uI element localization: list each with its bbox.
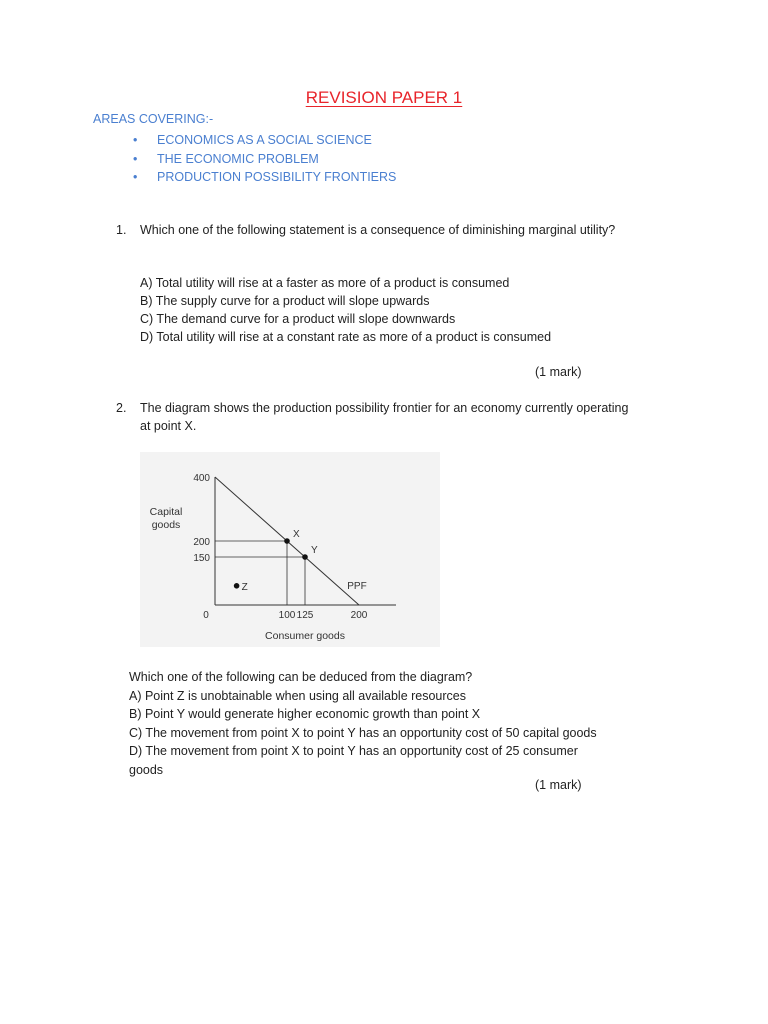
option-d: D) Total utility will rise at a constant rate as more of a product is consumed: [140, 330, 552, 344]
point-label-z: Z: [241, 581, 248, 593]
y-axis-label-line2: goods: [151, 519, 181, 531]
area-item-label: ECONOMICS AS A SOCIAL SCIENCE: [157, 133, 372, 147]
option-c: C) The movement from point X to point Y has an opportunity cost of 50 capital goods: [129, 725, 597, 740]
point-y: [302, 554, 308, 560]
question-text: The diagram shows the production possibility frontier for an economy currently operating at point X.: [140, 401, 629, 433]
areas-label: AREAS COVERING:-: [93, 112, 214, 126]
question-number: 1.: [116, 223, 127, 237]
page-title: REVISION PAPER 1: [305, 88, 463, 107]
origin-tick-label: 0: [203, 610, 209, 621]
y-tick-label: 400: [193, 473, 210, 484]
question-text: Which one of the following statement is a consequence of diminishing marginal utility?: [140, 223, 616, 237]
list-item: [133, 150, 396, 169]
option-c: C) The demand curve for a product will slope downwards: [140, 312, 456, 326]
bullet-icon: •: [133, 151, 138, 166]
option-b: B) Point Y would generate higher economic growth than point X: [129, 707, 481, 721]
option-a: A) Total utility will rise at a faster as more of a product is consumed: [140, 276, 510, 290]
areas-list: [133, 131, 396, 187]
q1-mark: (1 mark): [535, 365, 582, 379]
question-prompt: Which one of the following can be deduced from the diagram?: [129, 670, 473, 684]
question-1: [116, 221, 656, 261]
ppf-chart: [140, 452, 440, 647]
question-2: [116, 399, 656, 439]
option-d: D) The movement from point X to point Y has an opportunity cost of 25 consumer: [129, 744, 578, 758]
curve-label: PPF: [347, 581, 367, 592]
q1-options: [140, 274, 551, 346]
list-item: [133, 131, 396, 150]
x-tick-label: 200: [350, 610, 368, 621]
point-z: [234, 583, 240, 589]
x-axis-label: Consumer goods: [265, 630, 345, 642]
point-label-y: Y: [311, 545, 318, 556]
bullet-icon: •: [133, 170, 138, 184]
y-tick-label: 200: [193, 537, 210, 548]
option-a: A) Point Z is unobtainable when using all available resources: [129, 688, 466, 703]
option-d-continued: goods: [129, 762, 164, 777]
x-tick-label: 100: [278, 610, 296, 621]
q2-body: [129, 668, 669, 779]
area-item-label: PRODUCTION POSSIBILITY FRONTIERS: [157, 170, 397, 184]
y-axis-label-line1: Capital: [149, 506, 183, 518]
point-label-x: X: [293, 529, 300, 540]
option-b: B) The supply curve for a product will slope upwards: [140, 294, 430, 308]
question-number: 2.: [116, 401, 127, 415]
ppf-chart-svg: [140, 452, 440, 647]
bullet-icon: •: [133, 133, 138, 147]
x-tick-label: 125: [296, 610, 314, 621]
y-tick-label: 150: [193, 553, 210, 564]
point-x: [284, 538, 290, 544]
area-item-label: THE ECONOMIC PROBLEM: [157, 151, 319, 166]
q2-mark: (1 mark): [535, 778, 582, 792]
list-item: [133, 168, 396, 187]
